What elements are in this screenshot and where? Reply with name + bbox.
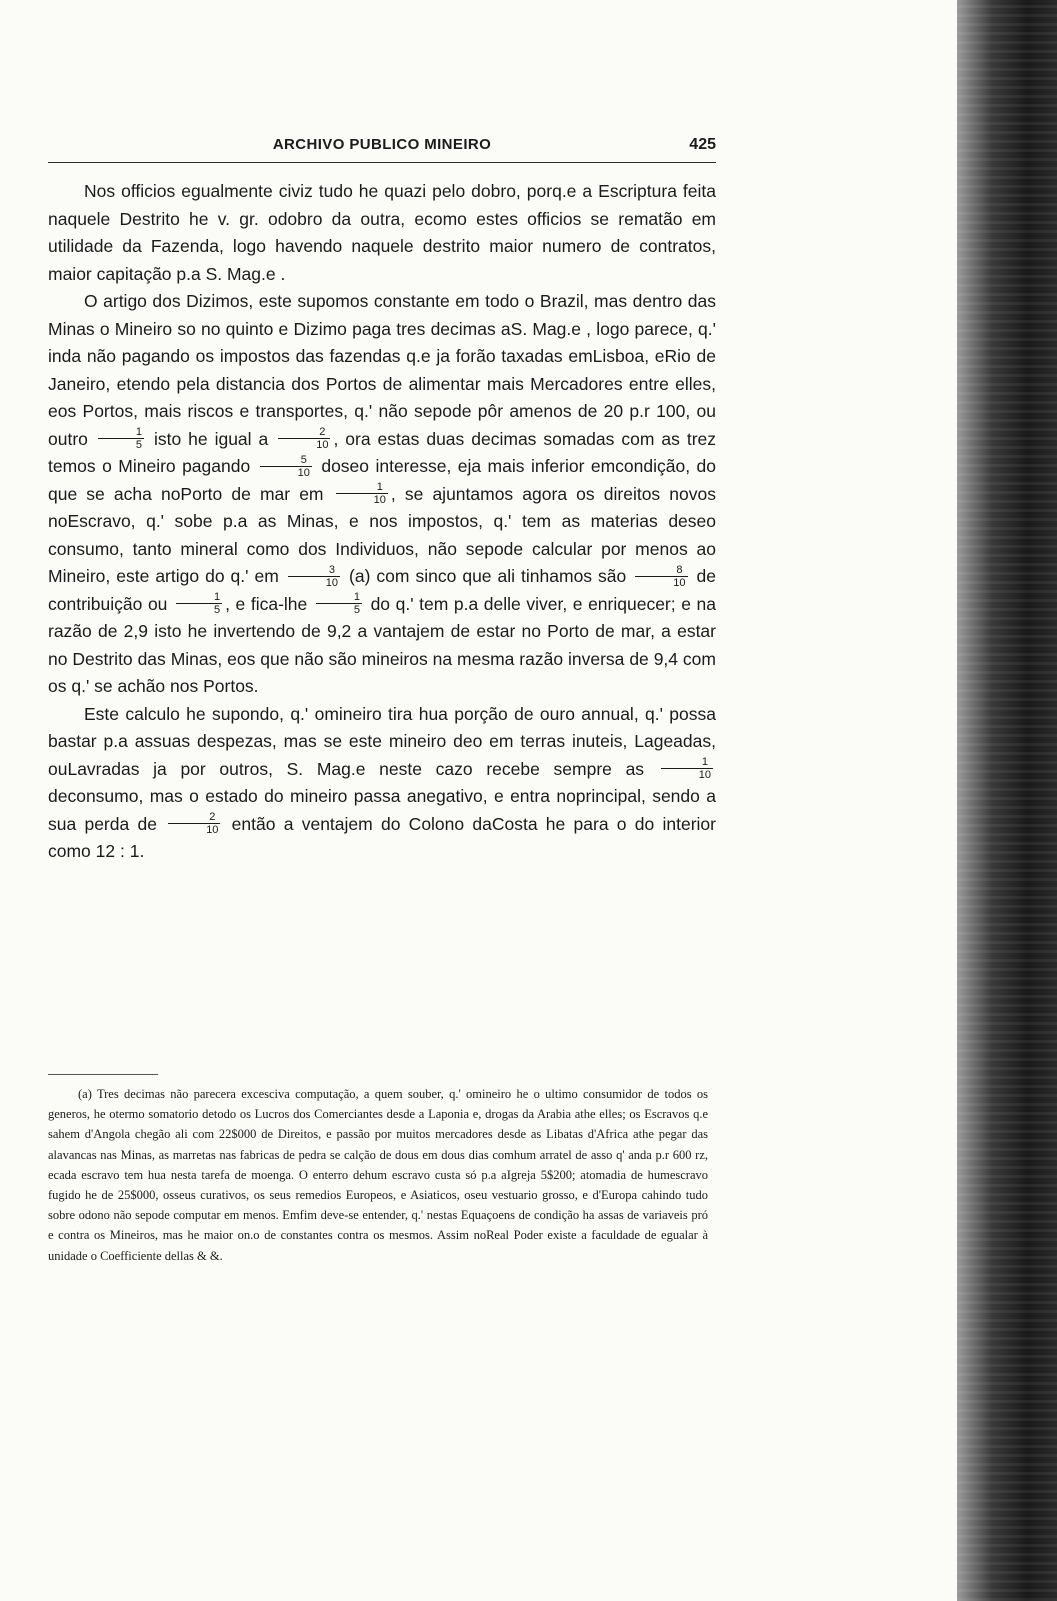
fraction-numerator: 2 <box>209 811 216 824</box>
fraction-numerator: 1 <box>376 481 383 494</box>
fraction-numerator: 5 <box>300 453 307 466</box>
fraction <box>635 564 687 589</box>
text-run: , ora estas duas decimas somadas com as trez temos o Mineiro pagando <box>48 428 717 476</box>
text-run: , se ajuntamos agora os direitos novos noEscravo, q.' sobe p.a as Minas, e nos impostos, q.' tem as materias deseo consumo, tanto mineral como dos Individuos, não sepode calcular por menos ao Mineiro, este artigo do q.' em <box>48 483 716 586</box>
body-text <box>48 178 716 866</box>
text-run: deconsumo, mas o estado do mineiro passa anegativo, e entra noprincipal, sendo a sua perda de <box>48 786 716 834</box>
fraction <box>98 426 144 451</box>
fraction-numerator: 2 <box>319 426 326 439</box>
running-title: ARCHIVO PUBLICO MINEIRO <box>272 136 492 153</box>
fraction-numerator: 1 <box>701 756 708 769</box>
fraction-denominator: 10 <box>260 466 312 479</box>
book-spine-edge <box>957 0 1057 1601</box>
page-number: 425 <box>689 136 716 153</box>
body-paragraph <box>48 288 716 701</box>
fraction-numerator: 3 <box>328 563 335 576</box>
fraction-numerator: 8 <box>676 563 683 576</box>
fraction <box>168 811 220 836</box>
fraction-numerator: 1 <box>353 591 360 604</box>
fraction-denominator: 10 <box>288 576 340 589</box>
fraction-numerator: 1 <box>135 426 142 439</box>
text-run: , e fica-lhe <box>225 593 313 614</box>
page-header <box>48 136 716 158</box>
text-run: isto he igual a <box>146 428 276 449</box>
fraction-denominator: 10 <box>635 576 687 589</box>
fraction-denominator: 10 <box>168 823 220 836</box>
text-run: doseo interesse, eja mais inferior emcondição, do que se acha noPorto de mar em <box>48 456 717 504</box>
fraction <box>316 591 362 616</box>
fraction-denominator: 5 <box>316 603 362 616</box>
text-run: Este calculo he supondo, q.' omineiro tira hua porção de ouro annual, q.' possa bastar p.a assuas despezas, mas se este mineiro deo em terras inuteis, Lageadas, ouLavradas ja por outros, S. Mag.e neste cazo recebe sempre as <box>48 703 716 779</box>
text-run: do q.' tem p.a delle viver, e enriquecer; e na razão de 2,9 isto he invertendo de 9,2 a vantajem de estar no Porto de mar, a estar no Destrito das Minas, eos que não são mineiros na mesma razão inversa de 9,4 com os q.' se achão nos Portos. <box>48 593 716 696</box>
footnote-rule <box>48 1074 158 1075</box>
fraction <box>288 564 340 589</box>
fraction <box>278 426 330 451</box>
fraction-denominator: 10 <box>336 493 388 506</box>
text-run: (a) com sinco que ali tinhamos são <box>343 566 633 586</box>
fraction <box>260 454 312 479</box>
fraction <box>176 591 222 616</box>
text-run: O artigo dos Dizimos, este supomos constante em todo o Brazil, mas dentro das Minas o Mineiro so no quinto e Dizimo paga tres decimas aS. Mag.e , logo parece, q.' inda não pagando os impostos das fazendas q.e ja forão taxadas emLisboa, eRio de Janeiro, etendo pela distancia dos Portos de alimentar mais Mercadores entre elles, eos Portos, mais riscos e transportes, q.' não sepode pôr amenos de 20 p.r 100, ou outro <box>48 291 716 449</box>
body-paragraph <box>48 178 716 288</box>
text-run: então a ventajem do Colono daCosta he para o do interior como 12 : 1. <box>48 813 716 861</box>
text-run: de contribuição ou <box>48 566 716 614</box>
text-run: Nos officios egualmente civiz tudo he quazi pelo dobro, porq.e a Escriptura feita naquele Destrito he v. gr. odobro da outra, ecomo estes officios se rematão em utilidade da Fazenda, logo havendo naquele destrito maior numero de contratos, maior capitação p.a S. Mag.e . <box>48 181 716 284</box>
fraction <box>336 481 388 506</box>
fraction-denominator: 5 <box>98 438 144 451</box>
footnote-text: (a) Tres decimas não parecera excesciva computação, a quem souber, q.' omineiro he o ultimo consumidor de todos os generos, he otermo somatorio detodo os Lucros dos Comerciantes desde a Laponia e, drogas da Arabia athe elles; os Escravos q.e sahem d'Angola chegão ali com 22$000 de Direitos, e passão por muitos mercadores desde as Libatas d'Africa athe pegar das alavancas nas Minas, as marretas nas fabricas de pedra se calção de dous em dous dias comhum arratel de asso q' anda p.r 600 rz, ecada escravo tem hua nesta tarefa de moenga. O enterro dehum escravo custa só p.a aIgreja 5$200; atomadia de humescravo fugido he de 25$000, osseus curativos, os seus remedios Europeos, e Asiaticos, oseu vestuario grosso, e d'Europa cahindo tudo sobre odono não sepode computar em menos. Emfim deve-se entender, q.' nestas Equaçoens de condição ha assas de variaveis pró e contra os Mineiros, mas he maior on.o de constantes contra os mesmos. Assim noReal Poder existe a faculdade de egualar à unidade o Coefficiente dellas & &. <box>48 1087 708 1263</box>
fraction-denominator: 5 <box>176 603 222 616</box>
fraction-numerator: 1 <box>213 591 221 604</box>
fraction-denominator: 10 <box>661 768 713 781</box>
header-rule <box>48 162 716 163</box>
fraction <box>661 756 713 781</box>
footnote <box>48 1084 708 1266</box>
body-paragraph <box>48 701 716 866</box>
fraction-denominator: 10 <box>278 438 330 451</box>
